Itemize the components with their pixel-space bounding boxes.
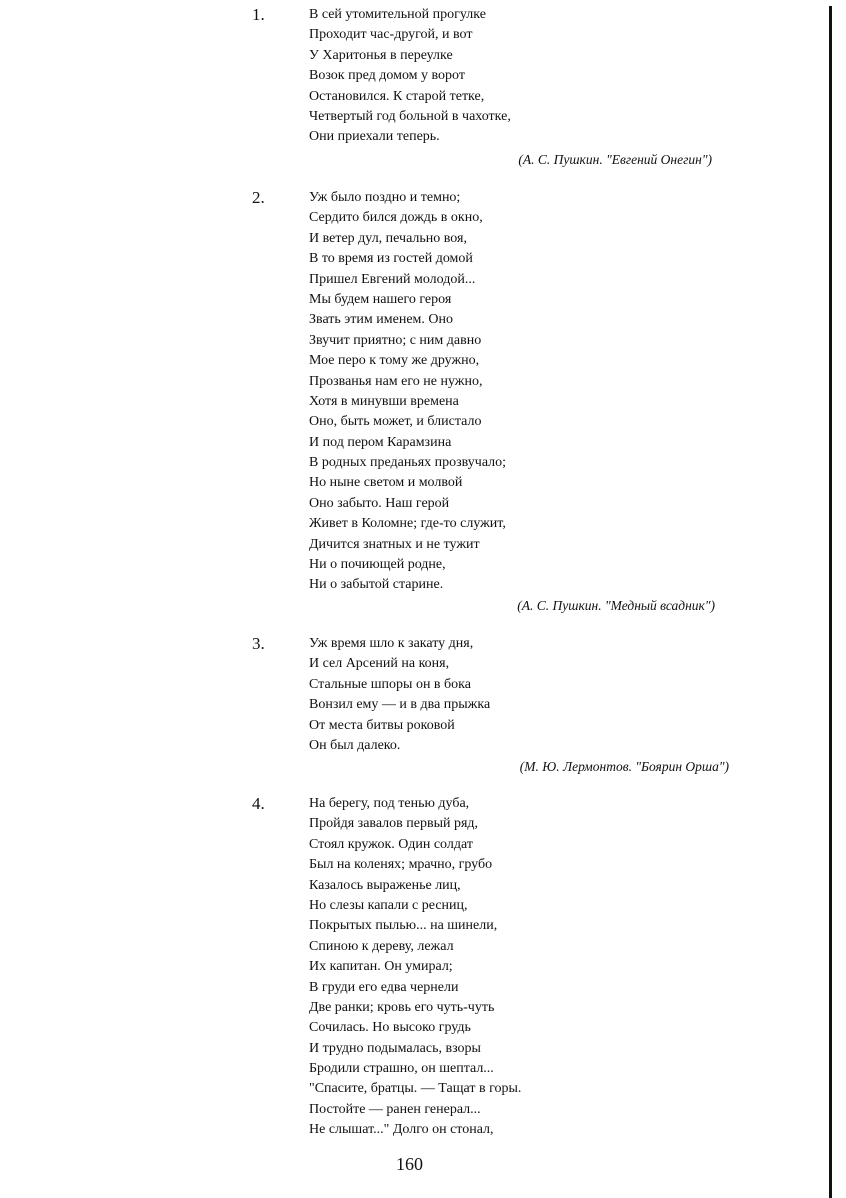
poem-lines bbox=[309, 794, 729, 1141]
poem-line: Живет в Коломне; где-то служит, bbox=[309, 516, 506, 532]
poem-line: Звучит приятно; с ним давно bbox=[309, 332, 482, 348]
poem-line: И под пером Карамзина bbox=[309, 434, 452, 450]
poem-line: Хотя в минувши времена bbox=[309, 393, 459, 409]
poem-line: Стальные шпоры он в бока bbox=[309, 676, 471, 692]
poem-line: В родных преданьях прозвучало; bbox=[309, 455, 507, 471]
source-citation: (А. С. Пушкин. "Медный всадник") bbox=[517, 598, 715, 613]
poem-line: Уж было поздно и темно; bbox=[309, 190, 461, 205]
page-number: 160 bbox=[396, 1154, 423, 1174]
page-edge-rule bbox=[829, 6, 832, 1198]
poem-line: Ни о почиющей родне, bbox=[309, 557, 446, 573]
poem-line: Пришел Евгений молодой... bbox=[309, 271, 476, 287]
poem-line: Остановился. К старой тетке, bbox=[309, 88, 485, 104]
poem-line: Покрытых пылью... на шинели, bbox=[309, 918, 498, 934]
poem-line: "Спасите, братцы. — Тащат в горы. bbox=[309, 1081, 522, 1097]
poem-line: В сей утомительной прогулке bbox=[309, 7, 486, 22]
poem-line: От места битвы роковой bbox=[309, 717, 455, 733]
excerpt-number: 4. bbox=[252, 794, 265, 813]
poem-line: Сердито бился дождь в окно, bbox=[309, 210, 483, 226]
poem-line: Они приехали теперь. bbox=[309, 129, 440, 145]
poem-line: На берегу, под тенью дуба, bbox=[309, 796, 470, 811]
poem-line: Уж время шло к закату дня, bbox=[309, 636, 474, 651]
poem-line: И ветер дул, печально воя, bbox=[309, 230, 467, 246]
poem-lines bbox=[309, 5, 729, 148]
poem-line: Он был далеко. bbox=[309, 737, 401, 753]
poem-line: И трудно подымалась, взоры bbox=[309, 1040, 481, 1056]
poem-line: У Харитонья в переулке bbox=[309, 47, 453, 63]
poem-lines bbox=[309, 634, 729, 756]
source-citation: (М. Ю. Лермонтов. "Боярин Орша") bbox=[519, 759, 729, 774]
excerpt-number: 1. bbox=[252, 5, 265, 24]
poem-line: В груди его едва чернели bbox=[309, 979, 459, 995]
poem-line: Но ныне светом и молвой bbox=[309, 475, 463, 491]
poem-lines bbox=[309, 188, 729, 596]
source-citation: (А. С. Пушкин. "Евгений Онегин") bbox=[518, 152, 712, 167]
poem-line: Пройдя завалов первый ряд, bbox=[309, 816, 479, 832]
poem-line: Спиною к дереву, лежал bbox=[309, 938, 454, 954]
poem-line: Четвертый год больной в чахотке, bbox=[309, 108, 511, 124]
poem-line: Казалось выраженье лиц, bbox=[309, 877, 461, 893]
poem-line: И сел Арсений на коня, bbox=[309, 656, 450, 672]
poem-line: Ни о забытой старине. bbox=[309, 577, 444, 593]
poem-line: Вонзил ему — и в два прыжка bbox=[309, 697, 491, 713]
excerpt-number: 3. bbox=[252, 634, 265, 653]
poem-line: Две ранки; кровь его чуть-чуть bbox=[309, 999, 495, 1015]
poem-line: Мы будем нашего героя bbox=[309, 291, 452, 307]
poem-line: Бродили страшно, он шептал... bbox=[309, 1061, 494, 1077]
poem-line: Постойте — ранен генерал... bbox=[309, 1101, 481, 1117]
poem-line: Прозванья нам его не нужно, bbox=[309, 373, 483, 389]
poem-line: Но слезы капали с ресниц, bbox=[309, 897, 468, 913]
poem-line: Стоял кружок. Один солдат bbox=[309, 836, 473, 852]
poem-line: Не слышат..." Долго он стонал, bbox=[309, 1122, 494, 1138]
excerpt-number: 2. bbox=[252, 188, 265, 207]
poem-line: Сочилась. Но высоко грудь bbox=[309, 1020, 471, 1036]
poem-line: Был на коленях; мрачно, грубо bbox=[309, 857, 493, 873]
poem-line: Звать этим именем. Оно bbox=[309, 312, 454, 328]
poem-line: Оно забыто. Наш герой bbox=[309, 495, 450, 511]
poem-line: Оно, быть может, и блистало bbox=[309, 414, 482, 430]
poem-line: Их капитан. Он умирал; bbox=[309, 959, 453, 975]
poem-line: Дичится знатных и не тужит bbox=[309, 536, 480, 552]
poem-line: Мое перо к тому же дружно, bbox=[309, 353, 480, 369]
poem-line: Возок пред домом у ворот bbox=[309, 68, 465, 84]
poem-line: В то время из гостей домой bbox=[309, 251, 473, 267]
poem-line: Проходит час-другой, и вот bbox=[309, 27, 473, 43]
